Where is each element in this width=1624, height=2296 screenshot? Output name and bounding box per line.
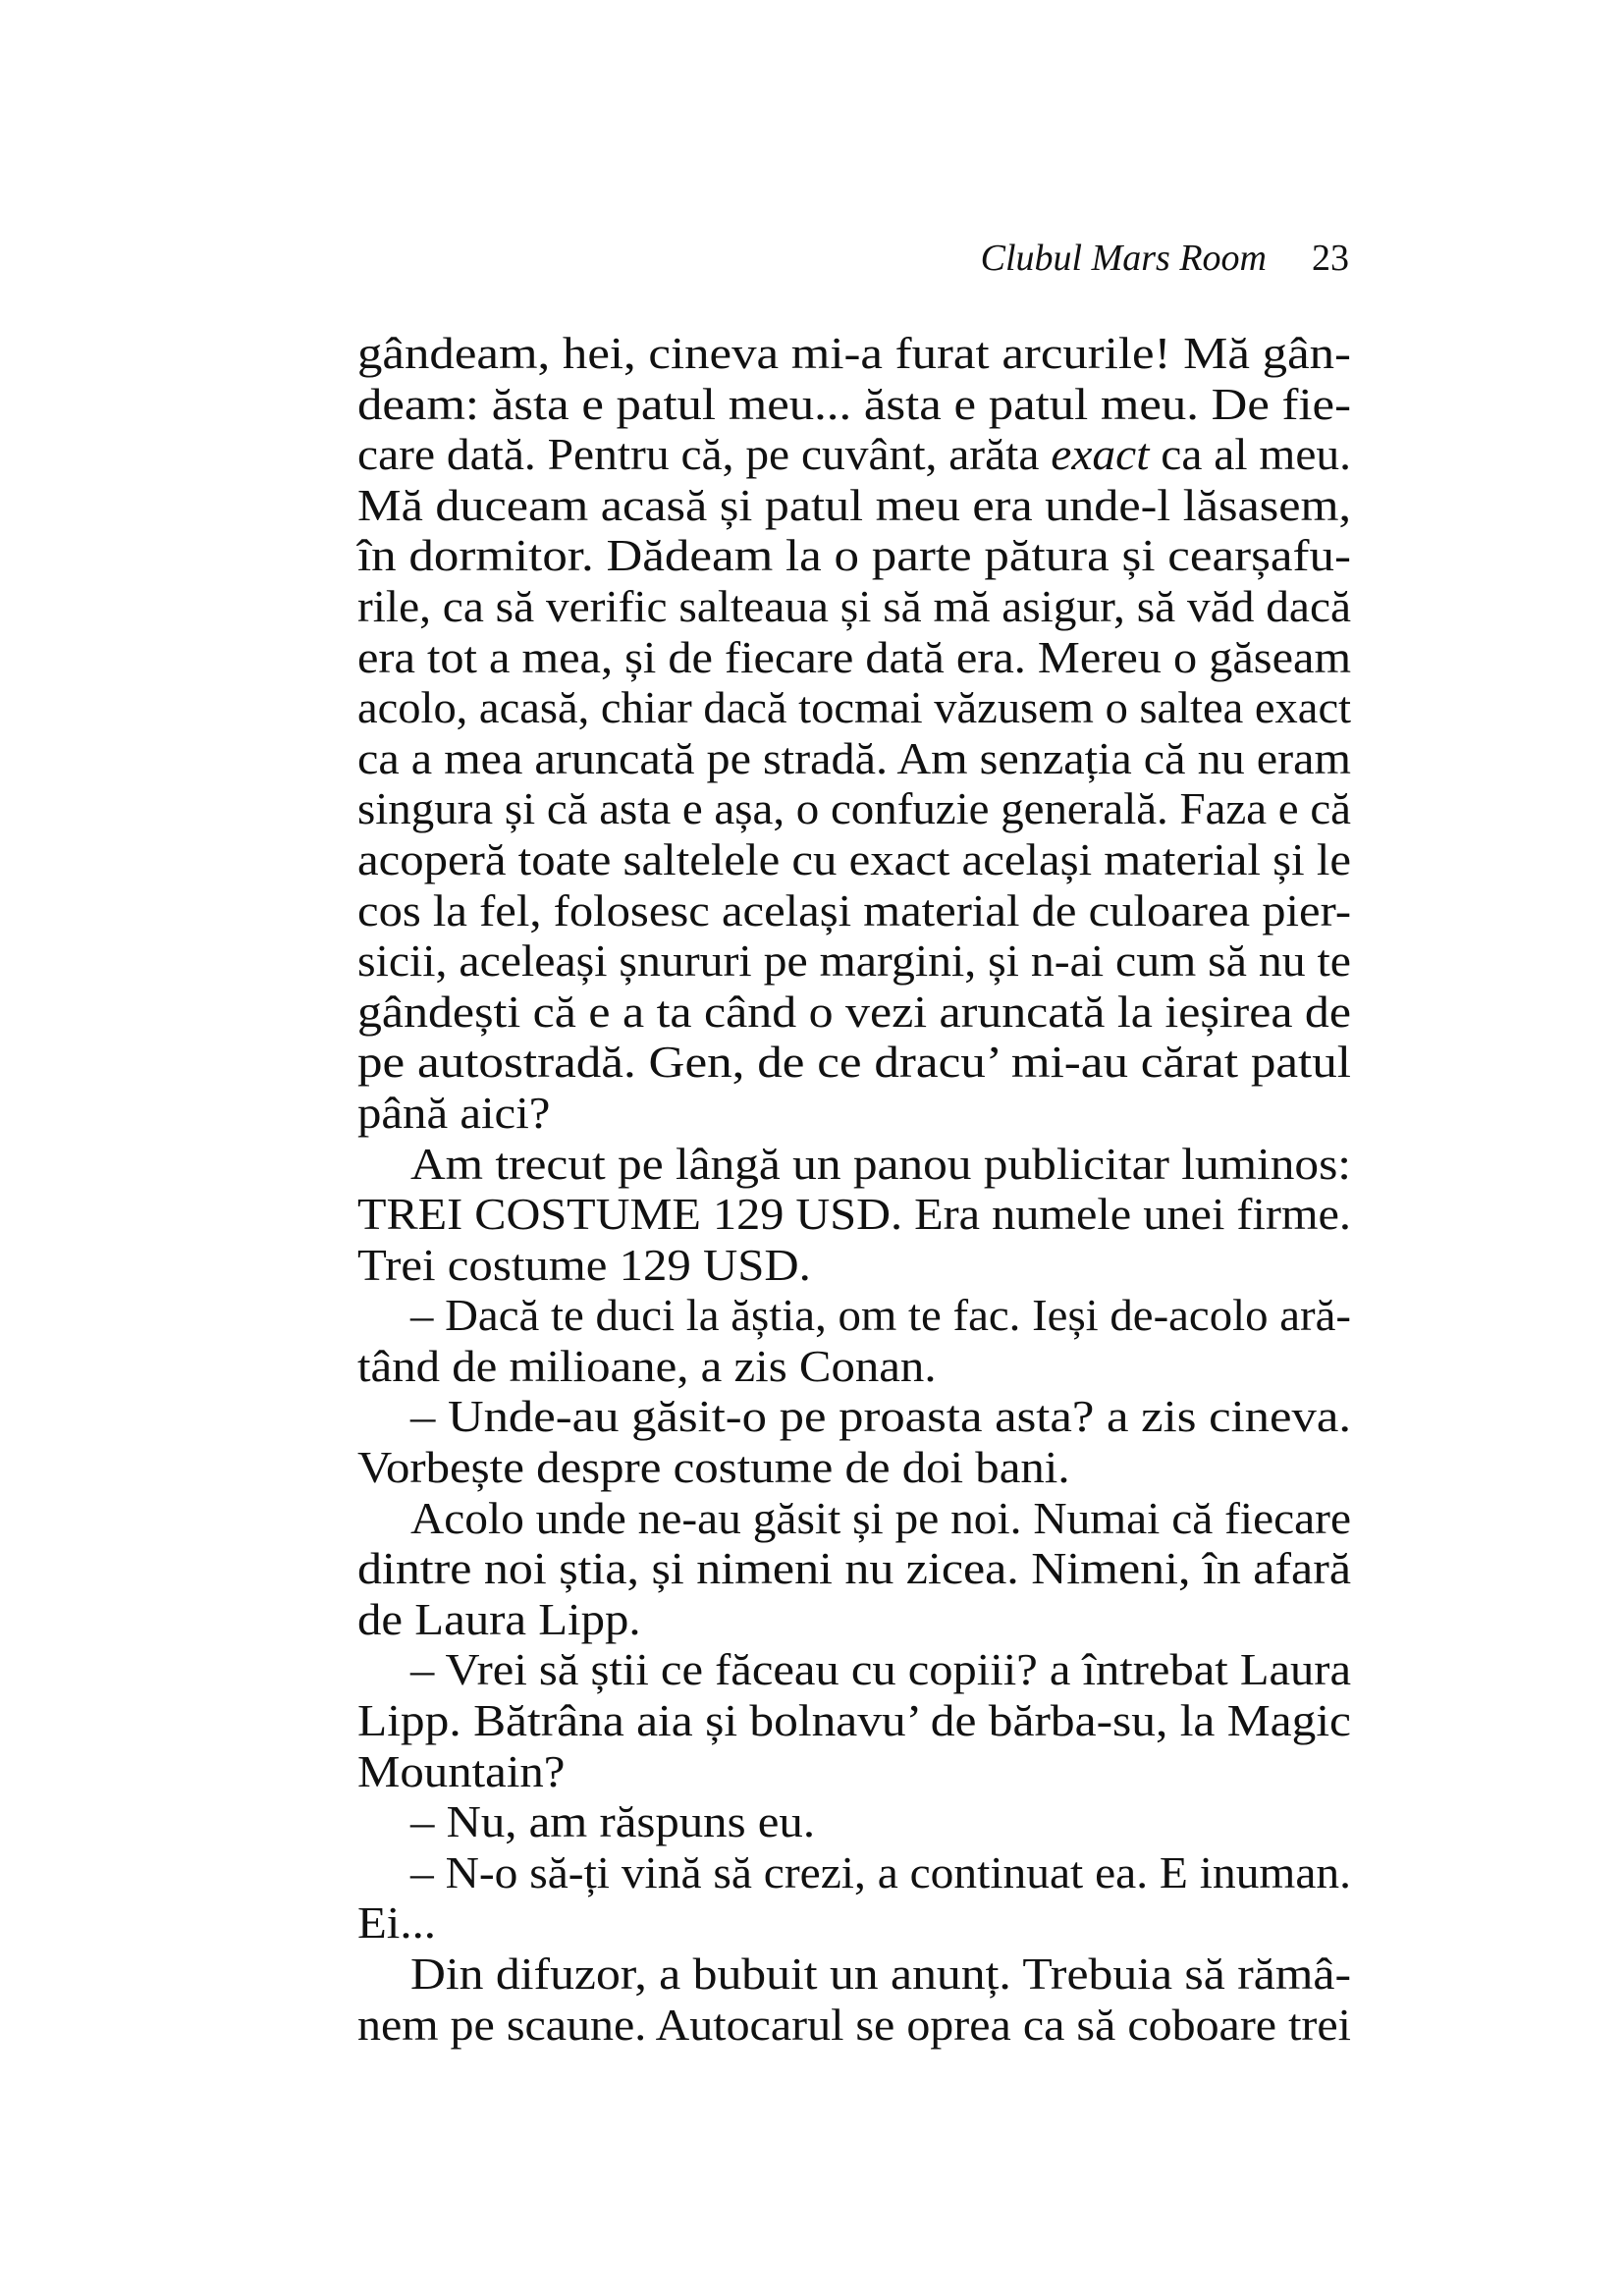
text-line	[357, 581, 1351, 632]
text-segment: ca al meu.	[1149, 429, 1351, 480]
text-segment: Trei costume 129 USD.	[357, 1239, 811, 1290]
text-line	[357, 429, 1351, 480]
text-line-content	[357, 1189, 1351, 1240]
text-line-content	[357, 1543, 1351, 1594]
text-line	[357, 987, 1351, 1038]
text-segment: – N-o să-ți vină să crezi, a continuat ea. E inuman.	[410, 1846, 1351, 1897]
emphasized-word: exact	[1051, 429, 1150, 480]
text-segment: deam: ăsta e patul meu... ăsta e patul meu. De fie-	[357, 378, 1351, 429]
text-segment: nem pe scaune. Autocarul se oprea ca să coboare trei	[357, 1999, 1351, 2050]
text-line-content	[410, 1391, 1351, 1442]
text-line	[357, 1442, 1351, 1493]
text-line-content	[357, 1746, 565, 1797]
text-segment: acoperă toate saltelele cu exact același material și le	[357, 833, 1351, 884]
text-line	[357, 1189, 1351, 1240]
text-line	[357, 682, 1351, 733]
text-line-content	[357, 379, 1351, 430]
text-segment: – Nu, am răspuns eu.	[410, 1796, 816, 1847]
text-line	[357, 1543, 1351, 1594]
text-line-content	[357, 632, 1351, 683]
text-segment: pe autostradă. Gen, de ce dracu’ mi-au cărat patul	[357, 1037, 1351, 1088]
text-line-content	[357, 733, 1351, 784]
text-line-content	[357, 328, 1351, 379]
text-line-content	[357, 2000, 1351, 2051]
text-line-content	[357, 1897, 436, 1949]
text-segment: – Vrei să știi ce făceau cu copiii? a întrebat Laura	[410, 1644, 1351, 1695]
page-number: 23	[1312, 238, 1349, 279]
text-segment: Vorbește despre costume de doi bani.	[357, 1442, 1070, 1493]
text-line	[357, 1240, 1351, 1291]
text-segment: Din difuzor, a bubuit un anunț. Trebuia să rămâ-	[410, 1949, 1351, 1999]
text-segment: era tot a mea, și de fiecare dată era. Mereu o găseam	[357, 631, 1351, 682]
text-segment: de Laura Lipp.	[357, 1593, 641, 1644]
text-segment: gândești că e a ta când o vezi aruncată la ieșirea de	[357, 986, 1351, 1037]
text-line-content	[410, 1644, 1351, 1695]
text-line-content	[410, 1493, 1351, 1544]
text-segment: Am trecut pe lângă un panou publicitar luminos:	[410, 1138, 1351, 1189]
text-line	[357, 1290, 1351, 1341]
text-line-content	[357, 429, 1351, 480]
text-line-content	[357, 935, 1351, 987]
text-segment: până aici?	[357, 1087, 551, 1138]
text-line-content	[410, 1847, 1351, 1898]
text-line	[357, 379, 1351, 430]
text-line	[357, 480, 1351, 531]
text-line	[357, 632, 1351, 683]
text-line-content	[357, 834, 1351, 885]
text-segment: sicii, aceleași șnururi pe margini, și n-ai cum să nu te	[357, 935, 1351, 987]
text-segment: Ei...	[357, 1897, 436, 1949]
text-line	[357, 1088, 1351, 1139]
text-line	[357, 1037, 1351, 1088]
text-line	[357, 1341, 1351, 1392]
text-line	[357, 1644, 1351, 1695]
text-segment: Acolo unde ne-au găsit și pe noi. Numai că fiecare	[410, 1492, 1351, 1543]
body-text	[357, 328, 1351, 2050]
text-line	[357, 1949, 1351, 2000]
text-segment: ca a mea aruncată pe stradă. Am senzația că nu eram	[357, 732, 1351, 783]
text-line	[357, 1847, 1351, 1898]
text-segment: acolo, acasă, chiar dacă tocmai văzusem o saltea exact	[357, 682, 1351, 733]
text-line	[357, 328, 1351, 379]
text-line	[357, 1391, 1351, 1442]
text-line-content	[357, 581, 1351, 632]
text-line-content	[357, 1695, 1351, 1746]
text-line-content	[357, 987, 1351, 1038]
text-line	[357, 1594, 1351, 1645]
text-line	[357, 1695, 1351, 1746]
text-segment: – Dacă te duci la ăștia, om te fac. Ieși de-acolo ară-	[410, 1290, 1351, 1341]
text-line-content	[357, 783, 1351, 834]
text-line	[357, 935, 1351, 987]
text-line	[357, 783, 1351, 834]
text-segment: – Unde-au găsit-o pe proasta asta? a zis cineva.	[410, 1391, 1351, 1442]
text-line-content	[357, 682, 1351, 733]
text-line-content	[357, 1037, 1351, 1088]
text-line	[357, 885, 1351, 936]
text-line	[357, 1796, 1351, 1847]
text-segment: dintre noi știa, și nimeni nu zicea. Nimeni, în afară	[357, 1543, 1351, 1594]
text-segment: Mă duceam acasă și patul meu era unde-l lăsasem,	[357, 479, 1351, 530]
text-line-content	[410, 1290, 1351, 1341]
text-segment: în dormitor. Dădeam la o parte pătura și cearșafu-	[357, 530, 1351, 581]
text-line-content	[357, 480, 1351, 531]
running-title: Clubul Mars Room	[980, 238, 1267, 279]
text-line-content	[357, 530, 1351, 581]
text-line	[357, 834, 1351, 885]
text-line-content	[410, 1139, 1351, 1190]
text-line-content	[357, 1594, 641, 1645]
text-line-content	[410, 1796, 815, 1847]
text-line-content	[357, 1088, 550, 1139]
text-line	[357, 733, 1351, 784]
text-segment: singura și că asta e așa, o confuzie generală. Faza e că	[357, 783, 1351, 834]
text-line-content	[357, 1240, 811, 1291]
text-line-content	[357, 885, 1351, 936]
text-line	[357, 1493, 1351, 1544]
text-line-content	[357, 1341, 937, 1392]
text-segment: Lipp. Bătrâna aia și bolnavu’ de bărba-su, la Magic	[357, 1695, 1351, 1746]
text-segment: TREI COSTUME 129 USD. Era numele unei firme.	[357, 1189, 1351, 1240]
text-segment: tând de milioane, a zis Conan.	[357, 1340, 937, 1391]
text-line	[357, 1139, 1351, 1190]
text-line	[357, 1746, 1351, 1797]
text-line	[357, 530, 1351, 581]
text-segment: Mountain?	[357, 1745, 566, 1796]
text-segment: care dată. Pentru că, pe cuvânt, arăta	[357, 429, 1052, 480]
text-line-content	[410, 1949, 1351, 2000]
running-header	[357, 234, 1351, 283]
text-line-content	[357, 1442, 1070, 1493]
text-line	[357, 2000, 1351, 2051]
text-line	[357, 1897, 1351, 1949]
text-segment: rile, ca să verific salteaua și să mă asigur, să văd dacă	[357, 580, 1351, 631]
text-segment: cos la fel, folosesc același material de culoarea pier-	[357, 884, 1351, 935]
text-segment: gândeam, hei, cineva mi-a furat arcurile! Mă gân-	[357, 328, 1351, 378]
